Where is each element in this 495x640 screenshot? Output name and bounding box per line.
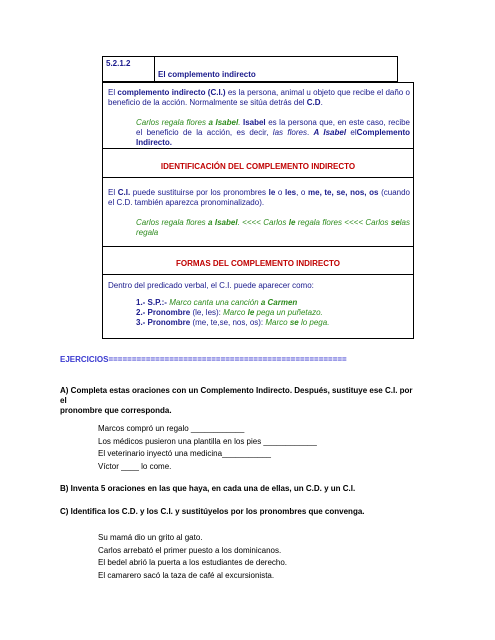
list-item: El veterinario inyectó una medicina___________ — [98, 449, 272, 458]
forms-intro: Dentro del predicado verbal, el C.I. puede aparecer como: — [108, 281, 314, 290]
divider-forms-bottom — [102, 274, 414, 275]
list-item: Marcos compró un regalo ____________ — [98, 424, 245, 433]
identification-example: Carlos regala flores a Isabel. <<<< Carlos le regala flores <<<< Carlos selas regala — [136, 218, 411, 237]
exercise-b-instructions: B) Inventa 5 oraciones en las que haya, en cada una de ellas, un C.D. y un C.I. — [60, 484, 356, 493]
identification-text: El C.I. puede sustituirse por los pronombres le o les, o me, te, se, nos, os (cuando el C.D. también aparezca pronominalizado). — [108, 188, 411, 207]
list-item: Los médicos pusieron una plantilla en los pies ____________ — [98, 436, 317, 446]
forms-item-2: 2.- Pronombre (le, les): Marco le pega un puñetazo. — [136, 308, 323, 317]
exercise-c-instructions: C) Identifica los C.D. y los C.I. y sustitúyelos por los pronombres que convenga. — [60, 507, 365, 516]
list-item: Víctor ____ lo come. — [98, 461, 172, 471]
exercise-a-instructions: A) Completa estas oraciones con un Complemento Indirecto. Después, sustituye ese C.I. por el pronombre que corresponda. — [60, 386, 413, 415]
section-header-divider — [154, 56, 155, 82]
list-item: El camarero sacó la taza de café al excursionista. — [98, 570, 275, 580]
list-item: El bedel abrió la puerta a los estudiantes de derecho. — [98, 558, 288, 567]
definition-example: Carlos regala flores a Isabel. Isabel es la persona que, en este caso, recibe el beneficio de la acción, es decir, las flores. A Isabel elComplemento Indirecto. — [136, 118, 411, 147]
forms-heading: FORMAS DEL COMPLEMENTO INDIRECTO — [175, 259, 340, 268]
exercises-title: EJERCICIOS=================================================== — [60, 355, 347, 364]
exercise-a-list — [98, 423, 317, 473]
identification-heading: IDENTIFICACIÓN DEL COMPLEMENTO INDIRECTO — [160, 162, 356, 171]
forms-item-1: 1.- S.P.:- Marco canta una canción a Carmen — [136, 298, 298, 307]
list-item: Su mamá dio un grito al gato. — [98, 533, 203, 542]
section-number: 5.2.1.2 — [106, 59, 131, 68]
divider-forms-top — [102, 246, 414, 247]
definition-text: El complemento indirecto (C.I.) es la persona, animal u objeto que recibe el daño o beneficio de la acción. Normalmente se sitúa detrás del C.D. — [108, 88, 410, 107]
divider-identification-top — [102, 148, 414, 149]
section-title: El complemento indirecto — [158, 70, 256, 79]
forms-item-3: 3.- Pronombre (me, te,se, nos, os): Marco se lo pega. — [136, 318, 330, 327]
exercise-c-list — [98, 532, 287, 582]
list-item: Carlos arrebató el primer puesto a los dominicanos. — [98, 545, 282, 555]
divider-identification-bottom — [102, 177, 414, 178]
